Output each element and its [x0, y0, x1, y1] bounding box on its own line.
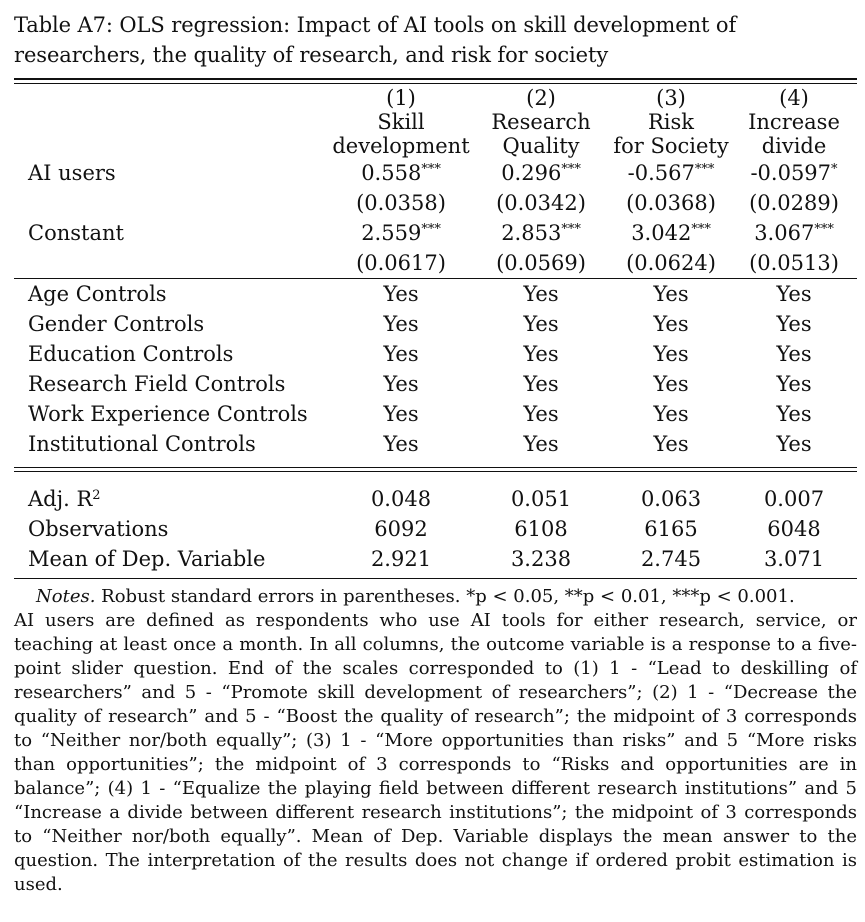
control-cell: Yes: [523, 372, 559, 396]
control-cell: Yes: [776, 372, 812, 396]
control-cell: Yes: [653, 432, 689, 456]
regression-table: [14, 78, 857, 579]
control-cell: Yes: [383, 372, 419, 396]
row-label: Age Controls: [28, 282, 167, 306]
standard-error-cell: (0.0569): [496, 251, 586, 275]
table-row-institutional-controls: [14, 429, 857, 459]
row-label: Education Controls: [28, 342, 234, 366]
table-notes: [14, 585, 857, 897]
coefficient-cell: 3.067***: [754, 221, 834, 245]
coefficient-cell: -0.0597*: [750, 161, 838, 185]
table-row-observations: [14, 514, 857, 544]
control-cell: Yes: [523, 312, 559, 336]
column-title: Quality: [502, 134, 580, 158]
control-cell: Yes: [776, 342, 812, 366]
standard-error-cell: (0.0289): [749, 191, 839, 215]
row-label: Adj. $R^2$: [28, 487, 101, 511]
column-number: (4): [779, 86, 809, 110]
column-title: development: [332, 134, 470, 158]
coefficient-cell: 0.558***: [361, 161, 441, 185]
row-label: Observations: [28, 517, 169, 541]
table-row-ai-users: [14, 158, 857, 188]
row-label: Constant: [28, 221, 124, 245]
table-row-mean-dep-variable: [14, 544, 857, 574]
column-title: Increase: [748, 110, 840, 134]
control-cell: Yes: [383, 402, 419, 426]
table-row-constant-se: [14, 248, 857, 278]
column-number: (3): [656, 86, 686, 110]
table-row-constant: [14, 218, 857, 248]
column-number: (2): [526, 86, 556, 110]
stats-block: [14, 472, 857, 574]
column-title: for Society: [613, 134, 729, 158]
row-label: Gender Controls: [28, 312, 205, 336]
control-cell: Yes: [776, 312, 812, 336]
control-cell: Yes: [653, 372, 689, 396]
table-row-gender-controls: [14, 309, 857, 339]
control-cell: Yes: [776, 402, 812, 426]
control-cell: Yes: [776, 282, 812, 306]
row-label: Work Experience Controls: [28, 402, 308, 426]
header-row-line1: [14, 110, 857, 134]
control-cell: Yes: [776, 432, 812, 456]
coefficient-cell: 0.296***: [501, 161, 581, 185]
control-cell: Yes: [653, 282, 689, 306]
table-row-ai-users-se: [14, 188, 857, 218]
row-label: Research Field Controls: [28, 372, 286, 396]
coefficient-cell: 3.042***: [631, 221, 711, 245]
bottom-rule: [14, 578, 857, 579]
coefficient-block: [14, 158, 857, 278]
stat-cell: 2.745: [640, 547, 702, 571]
table-row-adj-r2: [14, 484, 857, 514]
stat-cell: 2.921: [370, 547, 432, 571]
control-cell: Yes: [523, 282, 559, 306]
notes-significance: Robust standard errors in parentheses. *p < 0.05, **p < 0.01, ***p < 0.001.: [95, 586, 795, 607]
control-cell: Yes: [383, 342, 419, 366]
control-cell: Yes: [383, 312, 419, 336]
column-number: (1): [386, 86, 416, 110]
control-cell: Yes: [653, 312, 689, 336]
stat-cell: 0.063: [640, 487, 702, 511]
table-caption: Table A7: OLS regression: Impact of AI tools on skill development of researchers, the quality of research, and risk for society: [14, 13, 737, 67]
standard-error-cell: (0.0624): [626, 251, 716, 275]
stat-cell: 0.051: [510, 487, 572, 511]
standard-error-cell: (0.0617): [356, 251, 446, 275]
row-label: AI users: [28, 161, 116, 185]
standard-error-cell: (0.0358): [356, 191, 446, 215]
stat-cell: 0.048: [370, 487, 432, 511]
stat-cell: 6108: [514, 517, 568, 541]
stat-cell: 3.071: [763, 547, 825, 571]
header-row-numbers: [14, 86, 857, 110]
column-title: Risk: [647, 110, 695, 134]
notes-first-line: [14, 585, 857, 609]
table-row-age-controls: [14, 279, 857, 309]
control-cell: Yes: [523, 432, 559, 456]
control-cell: Yes: [383, 432, 419, 456]
top-double-rule: [14, 78, 857, 84]
table-row-education-controls: [14, 339, 857, 369]
column-title: Skill: [377, 110, 425, 134]
standard-error-cell: (0.0368): [626, 191, 716, 215]
controls-block: [14, 279, 857, 459]
coefficient-cell: 2.853***: [501, 221, 581, 245]
control-cell: Yes: [523, 342, 559, 366]
table-header: [14, 86, 857, 158]
column-title: divide: [761, 134, 827, 158]
control-cell: Yes: [523, 402, 559, 426]
coefficient-cell: 2.559***: [361, 221, 441, 245]
stat-cell: 6165: [644, 517, 698, 541]
column-title: Research: [491, 110, 591, 134]
control-cell: Yes: [383, 282, 419, 306]
control-cell: Yes: [653, 402, 689, 426]
table-row-work-experience-controls: [14, 399, 857, 429]
notes-lead: Notes.: [36, 586, 96, 607]
coefficient-cell: -0.567***: [627, 161, 715, 185]
row-label: Mean of Dep. Variable: [28, 547, 266, 571]
control-cell: Yes: [653, 342, 689, 366]
stat-cell: 6092: [374, 517, 428, 541]
row-label: Institutional Controls: [28, 432, 256, 456]
table-row-research-field-controls: [14, 369, 857, 399]
standard-error-cell: (0.0342): [496, 191, 586, 215]
stat-cell: 3.238: [510, 547, 572, 571]
stat-cell: 6048: [767, 517, 821, 541]
standard-error-cell: (0.0513): [749, 251, 839, 275]
stat-cell: 0.007: [763, 487, 825, 511]
notes-body: AI users are defined as respondents who use AI tools for either research, service, or teaching at least once a month. In all columns, the outcome variable is a response to a five-point slider question. End of the scales corresponded to (1) 1 - “Lead to deskilling of researchers” and 5 - “Promote skill development of researchers”; (2) 1 - “Decrease the quality of research” and 5 - “Boost the quality of research”; the midpoint of 3 corresponds to “Neither nor/both equally”; (3) 1 - “More opportunities than risks” and 5 “More risks than opportunities”; the midpoint of 3 corresponds to “Risks and opportunities are in balance”; (4) 1 - “Equalize the playing field between different research institutions” and 5 “Increase a divide between different research institutions”; the midpoint of 3 corresponds to “Neither nor/both equally”. Mean of Dep. Variable displays the mean answer to the question. The interpretation of the results does not change if ordered probit estimation is used.: [14, 610, 857, 895]
header-row-line2: [14, 134, 857, 158]
